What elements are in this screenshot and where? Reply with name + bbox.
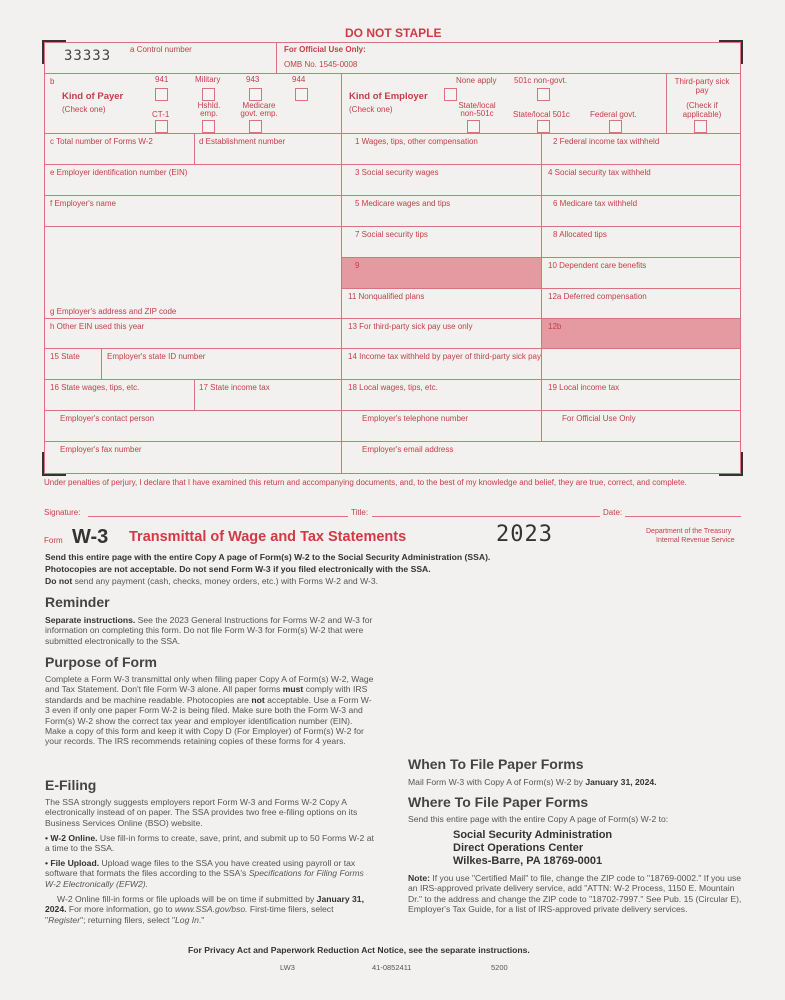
field-12a[interactable]: 12a Deferred compensation xyxy=(548,292,647,301)
field-phone[interactable]: Employer's telephone number xyxy=(362,414,469,423)
payer-943-checkbox[interactable] xyxy=(249,88,262,101)
field-9[interactable]: 9 xyxy=(355,261,360,270)
third-party-check: (Check if applicable) xyxy=(682,101,722,119)
efiling-heading: E-Filing xyxy=(45,777,97,793)
third-party-checkbox[interactable] xyxy=(694,120,707,133)
payer-941-checkbox[interactable] xyxy=(155,88,168,101)
intro-line-3: Do not send any payment (cash, checks, money orders, etc.) with Forms W-2 and W-3. xyxy=(45,576,379,586)
field-14[interactable]: 14 Income tax withheld by payer of third-party sick pay xyxy=(348,352,541,361)
payer-943-label: 943 xyxy=(246,75,260,84)
where-note: Note: If you use "Certified Mail" to file, change the ZIP code to "18769-0002." If you use an IRS-approved private delivery service, add "ATTN: W-2 Process, 1150 E. Mountain Dr." to the address and change the ZIP code to "18702-7997." See Pub. 15 (Circular E), Employer's Tax Guide, for a list of IRS-approved private delivery services. xyxy=(408,873,742,915)
omb-number: OMB No. 1545-0008 xyxy=(284,60,358,69)
employer-federal-label: Federal govt. xyxy=(590,110,637,119)
payer-944-label: 944 xyxy=(292,75,306,84)
employer-statelocal-non501c-label: State/local non-501c xyxy=(458,101,496,118)
box-9-shade xyxy=(342,258,541,288)
employer-statelocal-non501c-checkbox[interactable] xyxy=(467,120,480,133)
when-text: Mail Form W-3 with Copy A of Form(s) W-2 by January 31, 2024. xyxy=(408,777,657,787)
signature-label: Signature: xyxy=(44,508,81,517)
field-11[interactable]: 11 Nonqualified plans xyxy=(348,292,425,301)
payer-hshld-label: Hshld. emp. xyxy=(197,101,221,118)
employer-none-checkbox[interactable] xyxy=(444,88,457,101)
do-not-staple: DO NOT STAPLE xyxy=(345,26,442,40)
employer-none-label: None apply xyxy=(456,76,497,85)
employer-501c-checkbox[interactable] xyxy=(537,88,550,101)
field-19[interactable]: 19 Local income tax xyxy=(548,383,620,392)
field-6[interactable]: 6 Medicare tax withheld xyxy=(553,199,638,208)
field-8[interactable]: 8 Allocated tips xyxy=(553,230,607,239)
field-18[interactable]: 18 Local wages, tips, etc. xyxy=(348,383,438,392)
field-17[interactable]: 17 State income tax xyxy=(199,383,270,392)
payer-medicare-checkbox[interactable] xyxy=(249,120,262,133)
payer-hshld-checkbox[interactable] xyxy=(202,120,215,133)
box-12b-shade xyxy=(542,319,740,348)
address-line-1: Social Security Administration xyxy=(453,829,613,841)
bso-link[interactable]: www.SSA.gov/bso. xyxy=(174,904,248,915)
privacy-notice: For Privacy Act and Paperwork Reduction Act Notice, see the separate instructions. xyxy=(188,945,530,955)
where-text: Send this entire page with the entire Copy A page of Form(s) W-2 to: xyxy=(408,814,669,824)
when-heading: When To File Paper Forms xyxy=(408,756,584,772)
field-4[interactable]: 4 Social security tax withheld xyxy=(548,168,651,177)
employer-federal-checkbox[interactable] xyxy=(609,120,622,133)
date-line[interactable] xyxy=(625,516,741,517)
footer-code-3: 5200 xyxy=(491,963,508,972)
box-b-letter: b xyxy=(50,77,55,86)
intro-line-1: Send this entire page with the entire Copy A page of Form(s) W-2 to the Social Security Administration (SSA). xyxy=(45,552,491,562)
field-contact[interactable]: Employer's contact person xyxy=(60,414,155,423)
kind-of-payer-check: (Check one) xyxy=(62,105,106,114)
dept-treasury: Department of the Treasury xyxy=(646,528,732,535)
perjury-statement: Under penalties of perjury, I declare that I have examined this return and accompanying documents, and, to the best of my knowledge and belief, they are true, correct, and complete. xyxy=(44,478,687,487)
date-label: Date: xyxy=(603,508,623,517)
control-number-value[interactable]: 33333 xyxy=(64,48,112,64)
payer-medicare-label: Medicare govt. emp. xyxy=(240,101,278,118)
form-word: Form xyxy=(44,536,63,545)
field-e[interactable]: e Employer identification number (EIN) xyxy=(50,168,188,177)
title-label: Title: xyxy=(351,508,369,517)
field-f[interactable]: f Employer's name xyxy=(50,199,116,208)
efiling-text: The SSA strongly suggests employers report Form W-3 and Forms W-2 Copy A electronically instead of on paper. The SSA provides two free e-filing options on its Business Services Online (BSO) website. xyxy=(45,797,358,828)
efiling-deadline: W-2 Online fill-in forms or file uploads will be on time if submitted by January 31, 2024. For more information, go to www.SSA.gov/bso. First-time filers, select "Register"; returning filers, select "Log In." xyxy=(45,894,364,925)
where-heading: Where To File Paper Forms xyxy=(408,794,589,810)
efiling-upload: • File Upload. Upload wage files to the SSA you have created using payroll or tax software that formats the files according to the SSA's Specifications for Filing Forms W-2 Electronically (EFW2). xyxy=(45,858,364,889)
form-title: Transmittal of Wage and Tax Statements xyxy=(129,529,407,545)
signature-line[interactable] xyxy=(88,516,348,517)
title-line[interactable] xyxy=(372,516,600,517)
corner-mark xyxy=(42,40,66,64)
efiling-w2online: • W-2 Online. Use fill-in forms to create, save, print, and submit up to 50 Forms W-2 at a time to the SSA. xyxy=(45,833,374,854)
payer-ct1-checkbox[interactable] xyxy=(155,120,168,133)
employer-501c-label: 501c non-govt. xyxy=(514,76,567,85)
field-10[interactable]: 10 Dependent care benefits xyxy=(548,261,647,270)
field-1[interactable]: 1 Wages, tips, other compensation xyxy=(355,137,478,146)
payer-944-checkbox[interactable] xyxy=(295,88,308,101)
form-year: 2023 xyxy=(496,522,553,547)
field-3[interactable]: 3 Social security wages xyxy=(355,168,439,177)
field-fax[interactable]: Employer's fax number xyxy=(60,445,142,454)
field-official-use: For Official Use Only xyxy=(562,414,636,423)
field-c[interactable]: c Total number of Forms W-2 xyxy=(50,137,153,146)
kind-of-payer-title: Kind of Payer xyxy=(62,91,124,102)
control-number-label: a Control number xyxy=(130,45,192,54)
third-party-label: Third-party sick pay xyxy=(674,77,730,95)
footer-code-1: LW3 xyxy=(280,963,295,972)
official-use-label: For Official Use Only: xyxy=(284,45,366,54)
field-15-state-id[interactable]: Employer's state ID number xyxy=(107,352,206,361)
kind-of-employer-title: Kind of Employer xyxy=(349,91,428,102)
field-7[interactable]: 7 Social security tips xyxy=(355,230,428,239)
intro-line-2: Photocopies are not acceptable. Do not send Form W-3 if you filed electronically with the SSA. xyxy=(45,564,431,574)
field-d[interactable]: d Establishment number xyxy=(199,137,286,146)
address-line-3: Wilkes-Barre, PA 18769-0001 xyxy=(453,855,603,867)
field-5[interactable]: 5 Medicare wages and tips xyxy=(355,199,451,208)
form-code: W-3 xyxy=(72,526,109,548)
address-line-2: Direct Operations Center xyxy=(453,842,584,854)
field-email[interactable]: Employer's email address xyxy=(362,445,454,454)
kind-of-employer-check: (Check one) xyxy=(349,105,393,114)
field-15[interactable]: 15 State xyxy=(50,352,80,361)
payer-941-label: 941 xyxy=(155,75,169,84)
employer-statelocal-501c-label: State/local 501c xyxy=(513,110,570,119)
field-h[interactable]: h Other EIN used this year xyxy=(50,322,145,331)
payer-military-checkbox[interactable] xyxy=(202,88,215,101)
field-16[interactable]: 16 State wages, tips, etc. xyxy=(50,383,140,392)
field-13[interactable]: 13 For third-party sick pay use only xyxy=(348,322,473,331)
field-g[interactable]: g Employer's address and ZIP code xyxy=(50,307,177,316)
dept-irs: Internal Revenue Service xyxy=(656,537,735,544)
purpose-text: Complete a Form W-3 transmittal only when filing paper Copy A of Form(s) W-2, Wage and Tax Statement. Don't file Form W-3 alone. All paper forms must comply with IRS standards and be machine readable. Photocopies are not acceptable. Use a Form W-3 even if only one paper Form W-2 is being filed. Make sure both the Form W-3 and Form(s) W-2 show the correct tax year and employer identification number (EIN). Make a copy of this form and keep it with Copy D (For Employer) of Form(s) W-2 for your records. The IRS recommends retaining copies of these forms for 4 years. xyxy=(45,674,374,747)
payer-ct1-label: CT-1 xyxy=(152,110,170,119)
field-2[interactable]: 2 Federal income tax withheld xyxy=(553,137,660,146)
reminder-heading: Reminder xyxy=(45,594,110,610)
field-12b[interactable]: 12b xyxy=(548,322,562,331)
reminder-text: Separate instructions. See the 2023 General Instructions for Forms W-2 and W-3 for information on completing this form. Do not file Form W-3 for Form(s) W-2 that were submitted electronically to the SSA. xyxy=(45,615,373,646)
payer-military-label: Military xyxy=(195,75,221,84)
purpose-heading: Purpose of Form xyxy=(45,654,158,670)
footer-code-2: 41-0852411 xyxy=(372,963,412,972)
employer-statelocal-501c-checkbox[interactable] xyxy=(537,120,550,133)
